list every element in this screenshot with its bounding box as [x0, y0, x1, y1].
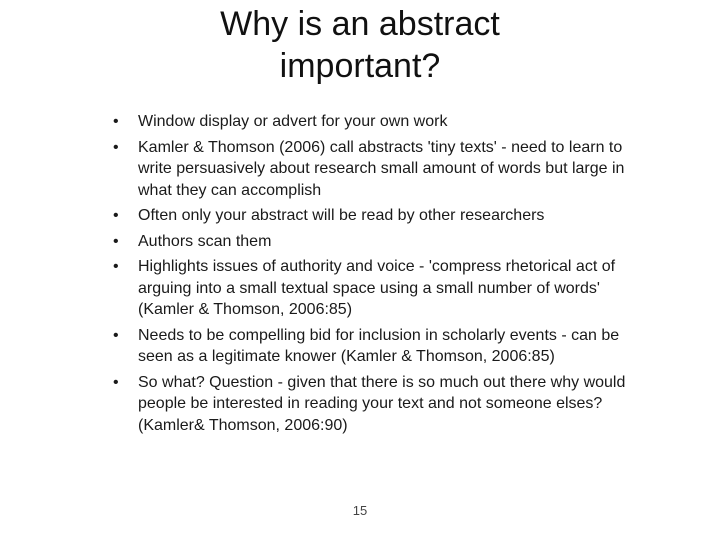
bullet-text: Authors scan them	[138, 232, 272, 250]
slide-title	[60, 3, 660, 87]
bullet-text: So what? Question - given that there is so much out there why would people be interested in reading your text and not someone elses? (Kamler& Thomson, 2006:90)	[138, 373, 626, 434]
bullet-dot: •	[113, 232, 119, 250]
bullet-item-4	[108, 231, 638, 253]
bullet-dot: •	[113, 326, 119, 344]
bullet-item-7	[108, 372, 638, 437]
bullet-text: Often only your abstract will be read by other researchers	[138, 207, 545, 224]
bullet-text: Kamler & Thomson (2006) call abstracts 'tiny texts' - need to learn to write persuasively about research small amount of words but large in what they can accomplish	[138, 138, 625, 199]
bullet-dot: •	[113, 138, 119, 156]
slide-title-line-1: Why is an abstract	[220, 4, 500, 43]
bullet-text: Window display or advert for your own work	[138, 113, 448, 130]
bullet-dot: •	[113, 373, 119, 391]
bullet-dot: •	[113, 258, 119, 275]
page-number: 15	[352, 503, 368, 518]
bullet-item-2	[108, 137, 638, 202]
bullet-item-5	[108, 256, 638, 321]
bullet-dot: •	[113, 113, 119, 130]
bullet-dot: •	[113, 207, 119, 224]
bullet-item-6	[108, 325, 638, 368]
bullet-item-1	[108, 111, 638, 133]
bullet-list	[108, 111, 638, 440]
bullet-text: Needs to be compelling bid for inclusion in scholarly events - can be seen as a legitimate knower (Kamler & Thomson, 2006:85)	[138, 326, 620, 365]
bullet-text: Highlights issues of authority and voice - 'compress rhetorical act of arguing into a small textual space using a small number of words' (Kamler & Thomson, 2006:85)	[138, 258, 616, 318]
bullet-item-3	[108, 205, 638, 227]
slide-title-line-2: important?	[279, 46, 441, 85]
